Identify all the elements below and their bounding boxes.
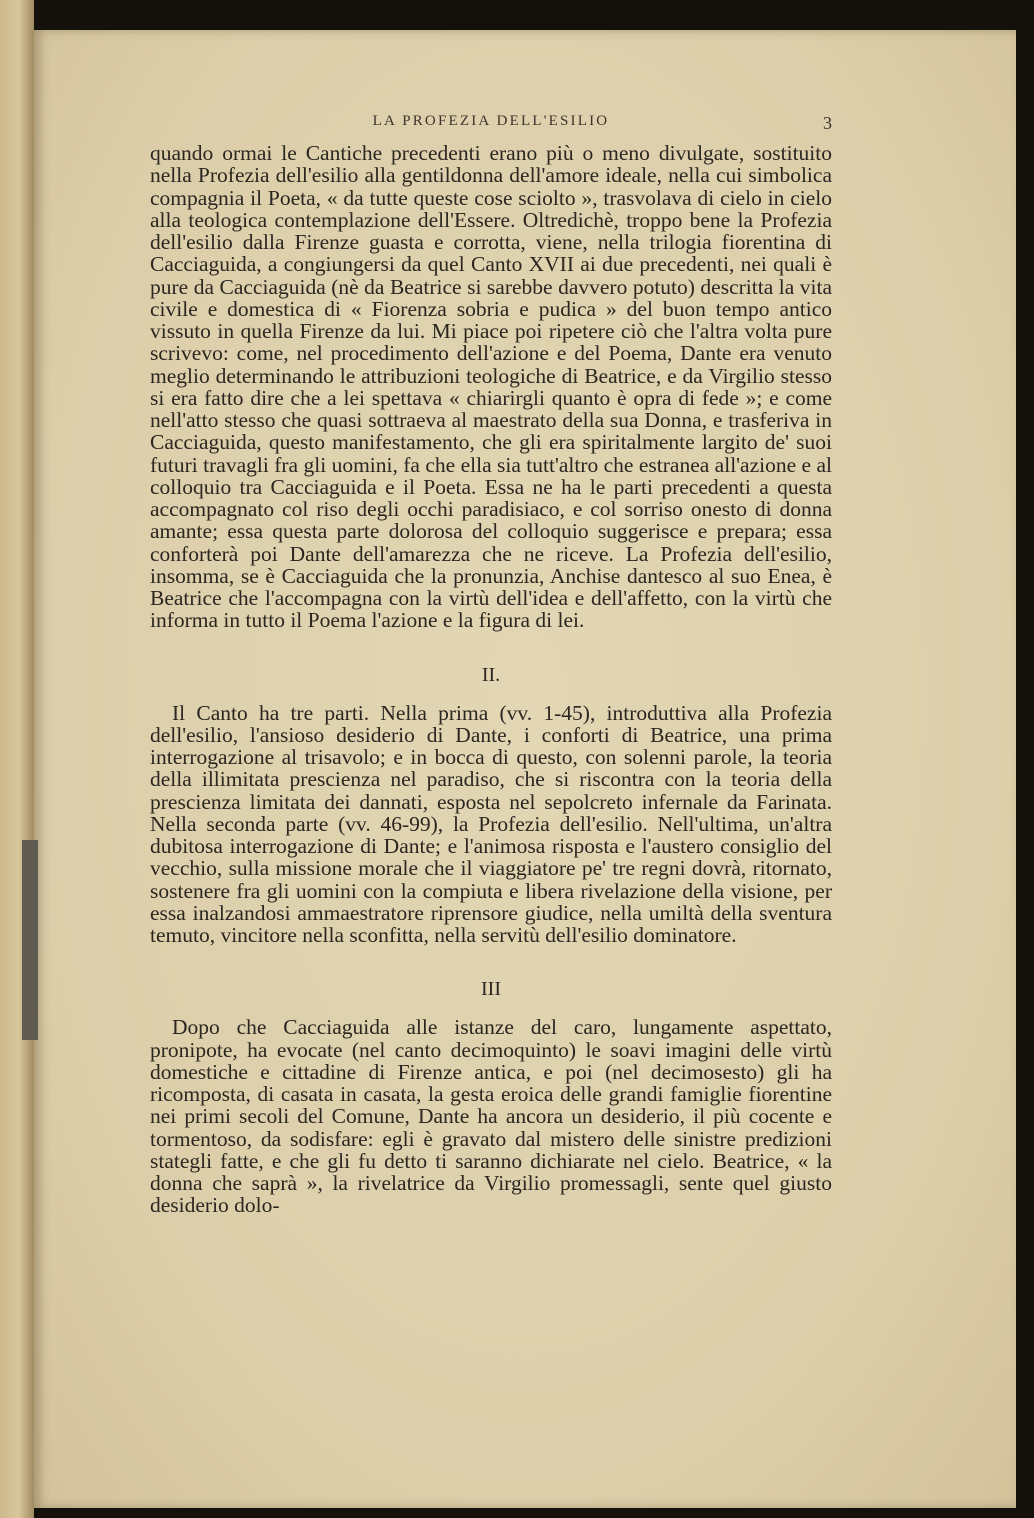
section-heading-2: II. bbox=[481, 663, 501, 686]
running-head: LA PROFEZIA DELL'ESILIO bbox=[372, 113, 610, 129]
paragraph-2: Il Canto ha tre parti. Nella prima (vv. 1-45), introduttiva alla Profezia dell'esilio, l'ansioso desiderio di Dante, i conforti di Beatrice, una prima interrogazione al trisavolo; e in bocca di questo, con solenni parole, la teoria della illimitata prescienza nel paradiso, che si riscontra con la teoria della prescienza limitata dei dannati, esposta nel sepolcreto infernale da Farinata. Nella seconda parte (vv. 46-99), la Profezia dell'esilio. Nell'ultima, un'altra dubitosa interrogazione di Dante; e l'animosa risposta e l'austero consiglio del vecchio, sulla missione morale che il viaggiatore pe' tre regni dovrà, ritornato, sostenere fra gli uomini con la compiuta e libera rivelazione della visione, per essa inalzandosi ammaestratore riprensore giudice, nella umiltà della sventura temuto, vincitore nella sconfitta, nella servitù dell'esilio dominatore. bbox=[150, 700, 832, 947]
paragraph-1: quando ormai le Cantiche precedenti erano più o meno divulgate, sostituito nella Profezia dell'esilio alla gentildonna dell'amore ideale, nella cui simbolica compagnia il Poeta, « da tutte queste cose sciolto », trasvolava di cielo in cielo alla teologica contemplazione dell'Essere. Oltredichè, troppo bene la Profezia dell'esilio dalla Firenze guasta e corrotta, viene, nella trilogia fiorentina di Cacciaguida, a congiungersi da quel Canto XVII ai due precedenti, nei quali è pure da Cacciaguida (nè da Beatrice si sarebbe davvero potuto) descritta la vita civile e domestica di « Fiorenza sobria e pudica » del buon tempo antico vissuto in quella Firenze da lui. Mi piace poi ripetere ciò che l'altra volta pure scrivevo: come, nel procedimento dell'azione e del Poema, Dante era venuto meglio determinando le attribuzioni teologiche di Beatrice, e da Virgilio stesso si era fatto dire che a lei spettava « chiarirgli quanto è opra di fede »; e come nell'atto stesso che quasi sottraeva al maestrato della sua Donna, e trasferiva in Cacciaguida, questo manifestamento, che gli era spiritalmente largito de' suoi futuri travagli fra gli uomini, fa che ella sia tutt'altro che estranea all'azione e al colloquio tra Cacciaguida e il Poeta. Essa ne ha le parti precedenti a questa accompagnato col riso degli occhi paradisiaco, e col sorriso onesto di donna amante; essa questa parte dolorosa del colloquio suggerisce e prepara; essa conforterà poi Dante dell'amarezza che ne riceve. La Profezia dell'esilio, insomma, se è Cacciaguida che la pronunzia, Anchise dantesco al suo Enea, è Beatrice che l'accompagna con la virtù dell'idea e dell'affetto, con la virtù che informa in tutto il Poema l'azione e la figura di lei. bbox=[150, 141, 832, 633]
body-text bbox=[150, 142, 832, 1217]
page-number: 3 bbox=[823, 113, 832, 133]
previous-page-edge bbox=[0, 0, 34, 1518]
page-header bbox=[150, 113, 832, 137]
section-heading-3: III bbox=[481, 978, 501, 1001]
paragraph-3: Dopo che Cacciaguida alle istanze del caro, lungamente aspettato, pronipote, ha evocate (nel canto decimoquinto) le soavi imagini delle virtù domestiche e cittadine di Firenze antica, e poi (nel decimosesto) gli ha ricomposta, di casata in casata, la gesta eroica delle grandi famiglie fiorentine nei primi secoli del Comune, Dante ha ancora un desiderio, il più cocente e tormentoso, da sodisfare: egli è gravato dal mistero delle sinistre predizioni stategli fatte, e che gli fu detto ti saranno dichiarate nel cielo. Beatrice, « la donna che saprà », la rivelatrice da Virgilio promessagli, sente quel giusto desiderio dolo- bbox=[150, 1015, 832, 1218]
binding-tape bbox=[22, 840, 38, 1040]
